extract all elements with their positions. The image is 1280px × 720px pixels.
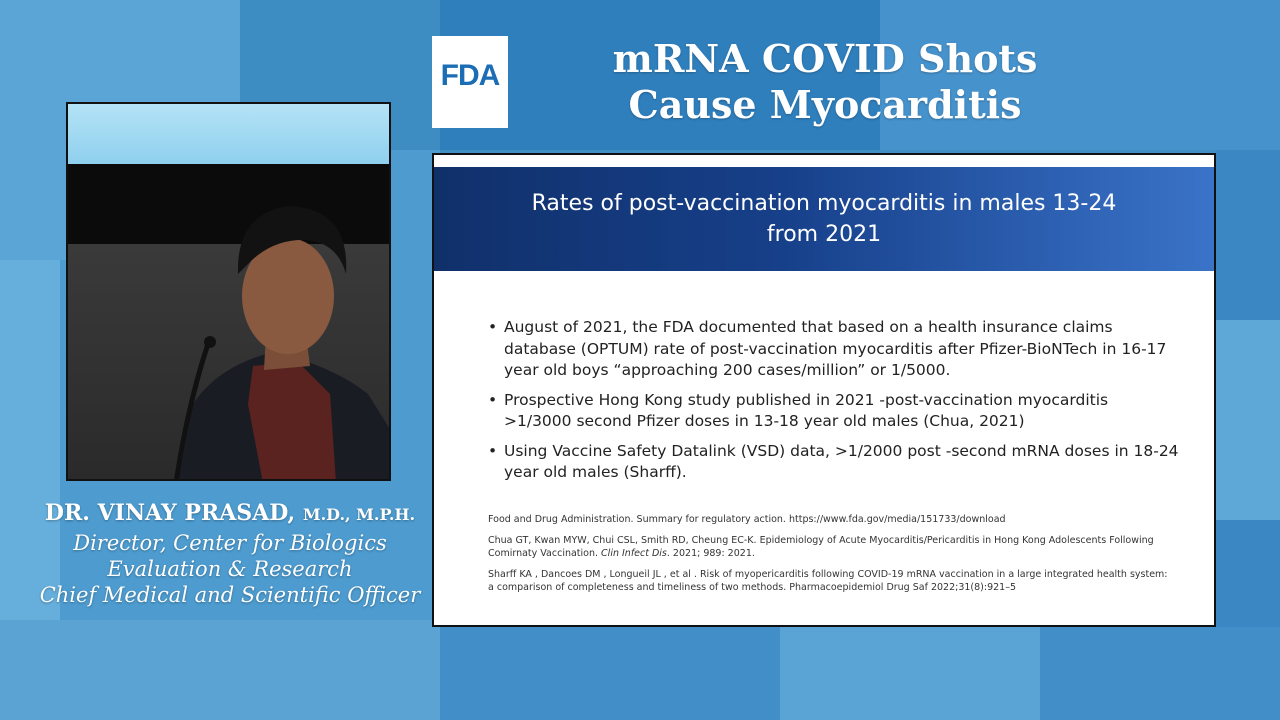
speaker-caption [20, 498, 440, 608]
slide-bullet-list [490, 317, 1180, 492]
speaker-role-line-2: Evaluation & Research [107, 557, 353, 581]
slide-header [434, 167, 1214, 271]
speaker-role-line-3: Chief Medical and Scientific Officer [39, 583, 421, 607]
slide-title: Rates of post-vaccination myocarditis in males 13-24 from 2021 [531, 191, 1117, 247]
slide-bullet-1: • August of 2021, the FDA documented that based on a health insurance claims database (OPTUM) rate of post-vaccination myocarditis after Pfizer-BioNTech in 16-17 year old boys “approaching 200 cases/million” or 1/5000. [490, 317, 1180, 382]
slide-bullet-3: • Using Vaccine Safety Datalink (VSD) data, >1/2000 post -second mRNA doses in 18-24 year old males (Sharff). [490, 441, 1180, 484]
speaker-role-line-1: Director, Center for Biologics [73, 531, 387, 555]
reference-3: Sharff KA , Dancoes DM , Longueil JL , et al . Risk of myopericarditis following COVID-19 mRNA vaccination in a large integrated health system: a comparison of completeness and timeliness of two methods. Pharmacoepidemiol Drug Saf 2022;31(8):921–5 [488, 569, 1168, 593]
speaker-figure [68, 104, 391, 481]
reference-2-tail: . 2021; 989: 2021. [666, 548, 755, 559]
slide-bullet-2: • Prospective Hong Kong study published in 2021 -post-vaccination myocarditis >1/3000 second Pfizer doses in 13-18 year old males (Chua, 2021) [490, 390, 1180, 433]
presentation-slide [432, 153, 1216, 627]
headline-line-2: Cause Myocarditis [628, 82, 1022, 127]
fda-logo-text: FDA [440, 59, 500, 92]
slide-references [488, 513, 1168, 602]
reference-2-journal: Clin Infect Dis [601, 548, 667, 559]
reference-2 [488, 534, 1168, 560]
reference-2-text: Chua GT, Kwan MYW, Chui CSL, Smith RD, Cheung EC-K. Epidemiology of Acute Myocarditis/Pericarditis in Hong Kong Adolescents Following Comirnaty Vaccination. [488, 535, 1154, 559]
reference-1: Food and Drug Administration. Summary for regulatory action. https://www.fda.gov/media/151733/download [488, 514, 1006, 525]
headline-line-1: mRNA COVID Shots [612, 36, 1038, 81]
speaker-name-line [20, 498, 440, 530]
speaker-name: DR. VINAY PRASAD, [44, 500, 296, 526]
speaker-credentials: M.D., M.P.H. [302, 505, 416, 524]
speaker-video [66, 102, 391, 481]
fda-logo [432, 36, 508, 128]
headline [540, 36, 1110, 128]
